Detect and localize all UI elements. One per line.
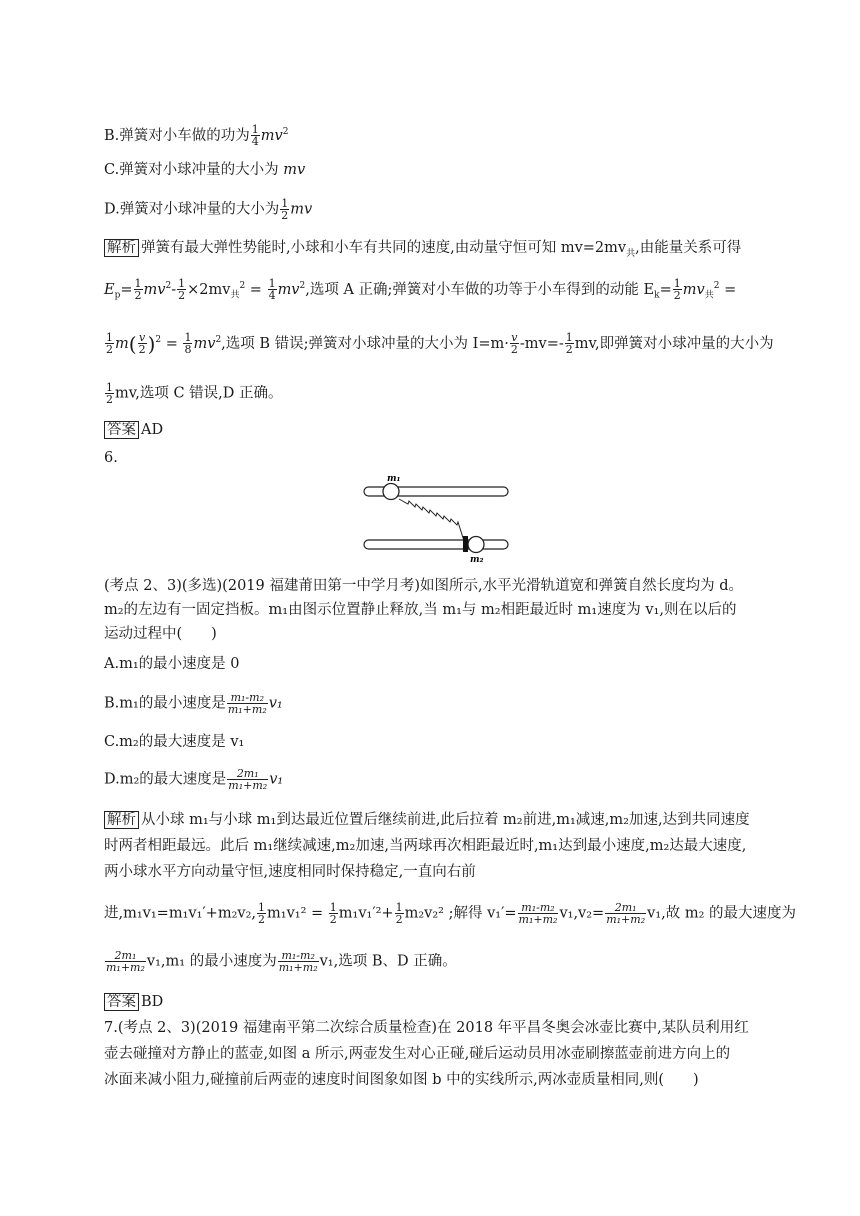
q5-option-c: C.弹簧对小球冲量的大小为 mv <box>104 162 306 178</box>
q7-stem-line-3: 冰面来减小阻力,碰撞前后两壶的速度时间图象如图 b 中的实线所示,两冰壶质量相同,则( ) <box>104 1072 699 1088</box>
q6-analysis-line-1: 解析 从小球 m₁与小球 m₁到达最近位置后继续前进,此后拉着 m₂前进,m₁减速,m₂加速,达到共同速度 <box>104 810 750 830</box>
q6-analysis-line-3: 两小球水平方向动量守恒,速度相同时保持稳定,一直向右前 <box>104 864 476 880</box>
q6-number: 6. <box>104 450 118 466</box>
q5-option-d: D.弹簧对小球冲量的大小为 $\frac{1}{2}$ mv <box>104 197 313 222</box>
ball-m2 <box>468 537 484 553</box>
q5-analysis-line-1: 解析 弹簧有最大弹性势能时,小球和小车有共同的速度,由动量守恒可知 $mv=2mv_共$,由能量关系可得 <box>104 238 741 264</box>
answer-tag: 答案 <box>104 421 139 439</box>
q7-stem-line-1: 7.(考点 2、3)(2019 福建南平第二次综合质量检查)在 2018 年平昌冬奥会冰壶比赛中,某队员利用红 <box>104 1020 749 1036</box>
spring <box>399 499 464 541</box>
q5-analysis-line-3: $\frac{1}{2}$ m( $\frac{v}{2}$ )$^2$ = $\frac{1}{8}$ $mv^2$,选项 B 错误;弹簧对小球冲量的大小为 I=m· $\frac{v}{2}$ -mv=- $\frac{1}{2}$ mv,即弹簧对小球冲量的大小为 <box>106 331 774 357</box>
q5-analysis-line-2: $E_p=$ $\frac{1}{2}$ $mv^2-$ $\frac{1}{2}$ $\times 2mv_共^2$ = $\frac{1}{4}$ $mv^2$,选项 A 正确;弹簧对小车做的功等于小车得到的动能 $E_k=$ $\frac{1}{2}$ $mv_共^2$ = <box>104 277 737 303</box>
q5-option-b: B.弹簧对小车做的功为 $\frac{1}{4}$ $mv^2$ <box>104 123 289 149</box>
analysis-tag: 解析 <box>104 239 139 257</box>
q6-option-d: D.m₂的最大速度是 $\frac{\text{2m₁}}{\text{m₁+m₂}}$ v₁ <box>104 767 284 792</box>
q6-analysis-line-4: 进,m₁v₁=m₁v₁′+m₂v₂, $\frac{1}{2}$ m₁v₁² = $\frac{1}{2}$ m₁v₁′²+ $\frac{1}{2}$ m₂v₂² ;解得 v₁′= $\frac{\text{m₁-m₂}}{\text{m₁+m₂}}$ v₁,v₂= $\frac{\text{2m₁}}{\text{m₁+m₂}}$ v₁,故 m₂ 的最大速度为 <box>104 901 797 926</box>
q6-option-a: A.m₁的最小速度是 0 <box>104 656 240 672</box>
q5-analysis-line-4: $\frac{1}{2}$ mv,选项 C 错误,D 正确。 <box>106 381 283 406</box>
q6-figure <box>362 472 512 564</box>
q7-stem-line-2: 壶去碰撞对方静止的蓝壶,如图 a 所示,两壶发生对心正碰,碰后运动员用冰壶刷擦蓝壶前进方向上的 <box>104 1046 731 1062</box>
answer-tag: 答案 <box>104 993 139 1011</box>
q5-answer: 答案 AD <box>104 420 163 440</box>
q6-analysis-line-5: $\frac{\text{2m₁}}{\text{m₁+m₂}}$ v₁,m₁ 的最小速度为 $\frac{\text{m₁-m₂}}{\text{m₁+m₂}}$ v₁,选项 B、D 正确。 <box>106 949 457 974</box>
label-m2: m₂ <box>470 555 484 564</box>
ball-m1 <box>383 484 399 500</box>
q6-answer: 答案 BD <box>104 992 163 1012</box>
q6-stem-line-3: 运动过程中( ) <box>104 626 217 642</box>
q6-analysis-line-2: 时两者相距最远。此后 m₁继续减速,m₂加速,当两球再次相距最近时,m₁达到最小速度,m₂达最大速度, <box>104 838 747 854</box>
lower-rail <box>364 540 508 549</box>
q6-option-c: C.m₂的最大速度是 v₁ <box>104 734 245 750</box>
analysis-tag: 解析 <box>104 811 139 829</box>
label-m1: m₁ <box>387 474 401 484</box>
q6-option-b: B.m₁的最小速度是 $\frac{\text{m₁-m₂}}{\text{m₁+m₂}}$ v₁ <box>104 691 283 716</box>
stop-plate <box>463 536 468 552</box>
q6-stem-line-1: (考点 2、3)(多选)(2019 福建莆田第一中学月考)如图所示,水平光滑轨道宽和弹簧自然长度均为 d。 <box>104 578 744 594</box>
q6-stem-line-2: m₂的左边有一固定挡板。m₁由图示位置静止释放,当 m₁与 m₂相距最近时 m₁速度为 v₁,则在以后的 <box>104 602 737 618</box>
